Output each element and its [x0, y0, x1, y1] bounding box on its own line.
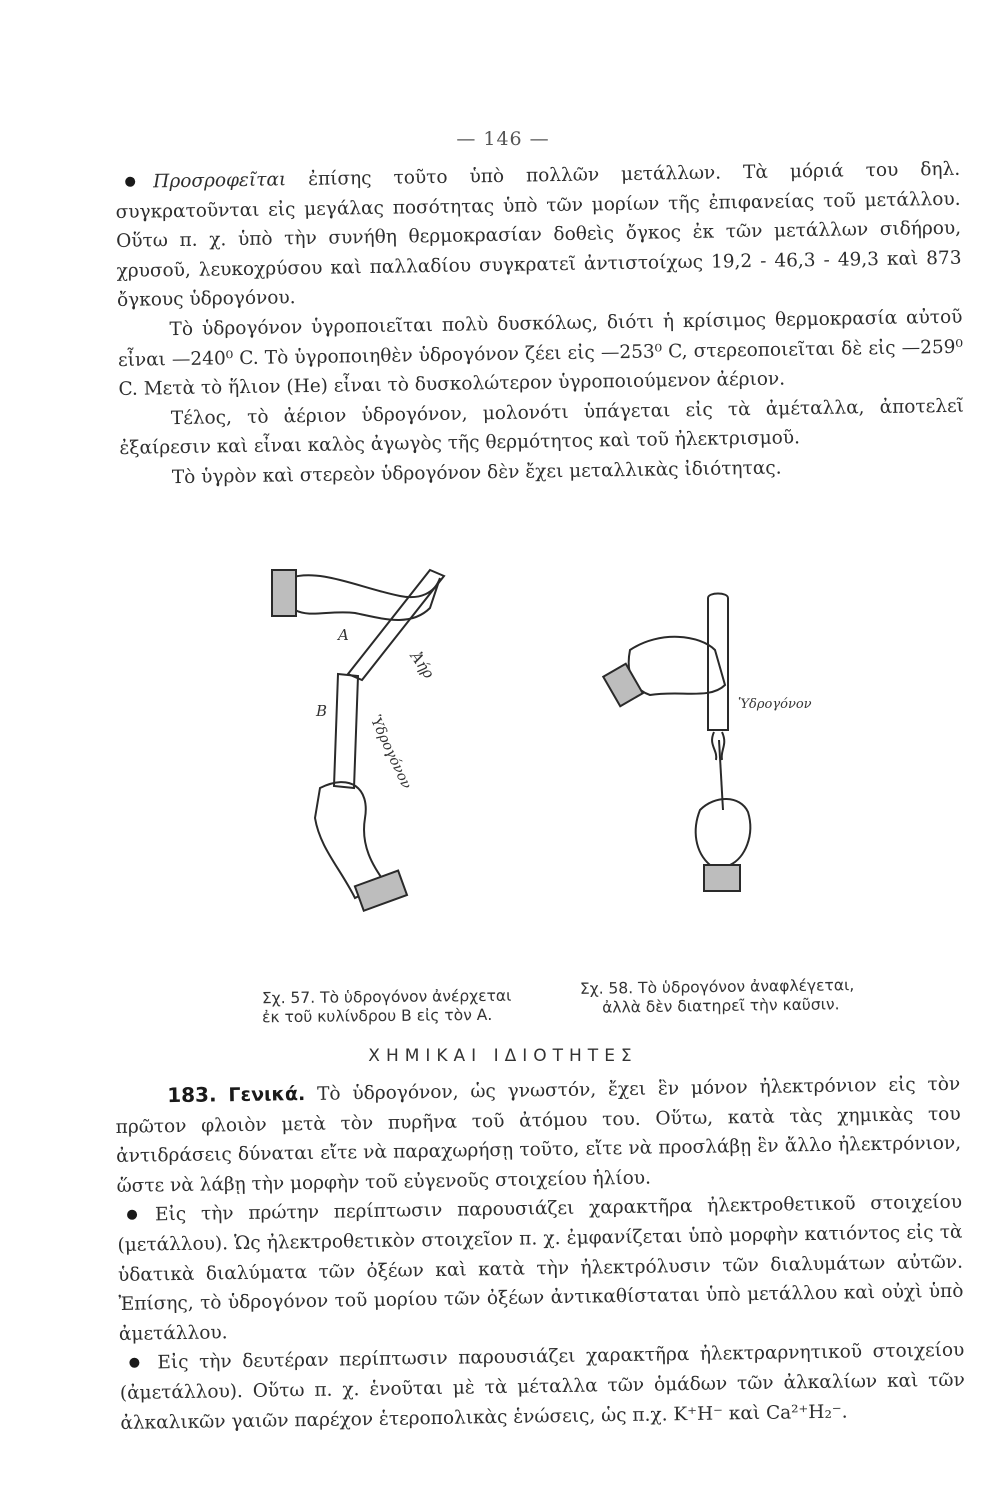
paragraph-liquefaction: Τὸ ὑδρογόνον ὑγροποιεῖται πολὺ δυσκόλως, διότι ἡ κρίσιμος θερμοκρασία αὐτοῦ εἶναι —240⁰ C. Τὸ ὑγροποιηθὲν ὑδρογόνον ζέει εἰς —253⁰ C, στερεοποιεῖται δὲ εἰς —259⁰ C. Μετὰ τὸ ἥλιον (He) εἶναι τὸ δυσκολώτερον ὑγροποιούμενον ἀέριον.	[117, 306, 964, 401]
figure-58-caption	[580, 976, 855, 1018]
bullet-icon	[129, 1358, 139, 1368]
holding-cuff	[603, 664, 643, 706]
figure-57-caption-line2: ἐκ τοῦ κυλίνδρου Β εἰς τὸν Α.	[262, 1005, 493, 1027]
flame	[712, 732, 724, 760]
paragraph-general	[115, 1069, 962, 1202]
paragraph-general-text: Τὸ ὑδρογόνον, ὡς γνωστόν, ἔχει ἓν μόνον ἠλεκτρόνιον εἰς τὸν πρῶτον φλοιὸν μετὰ τὸν πυρῆνα τοῦ ἀτόμου του. Οὕτω, κατὰ τὰς χημικὰς του ἀντιδράσεις δύναται εἴτε νὰ παραχωρήσῃ τοῦτο, εἴτε νὰ προσλάβῃ ἓν ἄλλο ἠλεκτρόνιον, ὥστε νὰ λάβῃ τὴν μορφὴν τοῦ εὐγενοῦς στοιχείου ἡλίου.	[115, 1073, 962, 1197]
upper-hand	[290, 575, 440, 620]
section-heading: ΧΗΜΙΚΑΙ ΙΔΙΟΤΗΤΕΣ	[368, 1046, 638, 1066]
lower-cuff-58	[704, 865, 740, 891]
figure-57-label-air: Ἀήρ	[406, 647, 438, 682]
tube-b	[334, 674, 358, 788]
paragraph-liquid-solid: Τὸ ὑγρὸν καὶ στερεὸν ὑδρογόνον δὲν ἔχει μεταλλικὰς ἰδιότητας.	[171, 457, 782, 489]
figure-58-label-hydrogen: Ὑδρογόνον	[738, 697, 812, 712]
lower-cuff	[355, 871, 407, 911]
paragraph-conductor: Τέλος, τὸ ἀέριον ὑδρογόνον, μολονότι ὑπάγεται εἰς τὰ ἀμέταλλα, ἀποτελεῖ ἐξαίρεσιν καὶ εἶναι καλὸς ἀγωγὸς τῆς θερμότητος καὶ τοῦ ἠλεκτρισμοῦ.	[119, 395, 965, 460]
holding-hand	[629, 637, 725, 695]
figure-57-label-a: A	[338, 626, 349, 644]
figure-57-label-hydrogen: Ὑδρογόνον	[366, 712, 415, 792]
figure-58-caption-line1: Σχ. 58. Τὸ ὑδρογόνον ἀναφλέγεται,	[579, 976, 855, 998]
paragraph-electropositive-text: Εἰς τὴν πρώτην περίπτωσιν παρουσιάζει χαρακτῆρα ἠλεκτροθετικοῦ στοιχείου (μετάλλου). Ὡς ἠλεκτροθετικὸν στοιχεῖον π. χ. ἐμφανίζεται ὑπὸ μορφὴν κατιόντος εἰς τὰ ὑδατικὰ διαλύματα τῶν ὀξέων καὶ κατὰ τὴν ἠλεκτρόλυσιν τῶν διαλυμάτων αὐτῶν. Ἐπίσης, τὸ ὑδρογόνον τοῦ μορίου τῶν ὀξέων ἀντικαθίσταται ὑπὸ μετάλλου καὶ οὐχὶ ὑπὸ ἀμετάλλου.	[117, 1192, 964, 1345]
figure-58-caption-line2: ἀλλὰ δὲν διατηρεῖ τὴν καῦσιν.	[602, 995, 840, 1017]
paragraph-electronegative-text: Εἰς τὴν δευτέραν περίπτωσιν παρουσιάζει χαρακτῆρα ἠλεκτραρνητικοῦ στοιχείου (ἀμετάλλου). Οὕτω π. χ. ἑνοῦται μὲ τὰ μέταλλα τῶν ὁμάδων τῶν ἀλκαλίων καὶ τῶν ἀλκαλικῶν γαιῶν παρέχον ἑτεροπολικὰς ἑνώσεις, ὡς π.χ. K⁺H⁻ καὶ Ca²⁺H₂⁻.	[119, 1340, 965, 1434]
paragraph-adsorption-text: ἐπίσης τοῦτο ὑπὸ πολλῶν μετάλλων. Τὰ μόριά του δηλ. συγκρατοῦνται εἰς μεγάλας ποσότητας ὑπὸ τῶν μορίων τῆς ἐπιφανείας τοῦ μετάλλου. Οὕτω π. χ. ὑπὸ τὴν συνήθη θερμοκρασίαν δοθεὶς ὄγκος ἐκ τῶν μετάλλων σιδήρου, χρυσοῦ, λευκοχρύσου καὶ παλλαδίου συγκρατεῖ ἀντιστοίχως 19,2 - 46,3 - 49,3 καὶ 873 ὄγκους ὑδρογόνου.	[115, 158, 962, 312]
paragraph-electropositive	[117, 1188, 964, 1349]
bullet-icon	[125, 177, 135, 187]
figure-58-illustration	[590, 590, 830, 900]
page-number: — 146 —	[456, 128, 550, 150]
figure-57-label-b: B	[316, 702, 328, 720]
top-text-block	[115, 155, 965, 494]
italic-term: Προσροφεῖται	[153, 169, 287, 193]
paragraph-adsorption	[115, 155, 962, 316]
bottom-text-block	[115, 1069, 965, 1438]
section-number: 183.	[167, 1082, 217, 1108]
figure-57-caption-line1: Σχ. 57. Τὸ ὑδρογόνον ἀνέρχεται	[261, 986, 512, 1008]
figure-57-illustration	[260, 548, 500, 928]
upper-cuff	[272, 570, 296, 616]
figure-57-caption	[262, 987, 512, 1028]
paragraph-electronegative	[119, 1336, 965, 1438]
section-title: Γενικά.	[228, 1083, 306, 1107]
bullet-icon	[127, 1210, 137, 1220]
